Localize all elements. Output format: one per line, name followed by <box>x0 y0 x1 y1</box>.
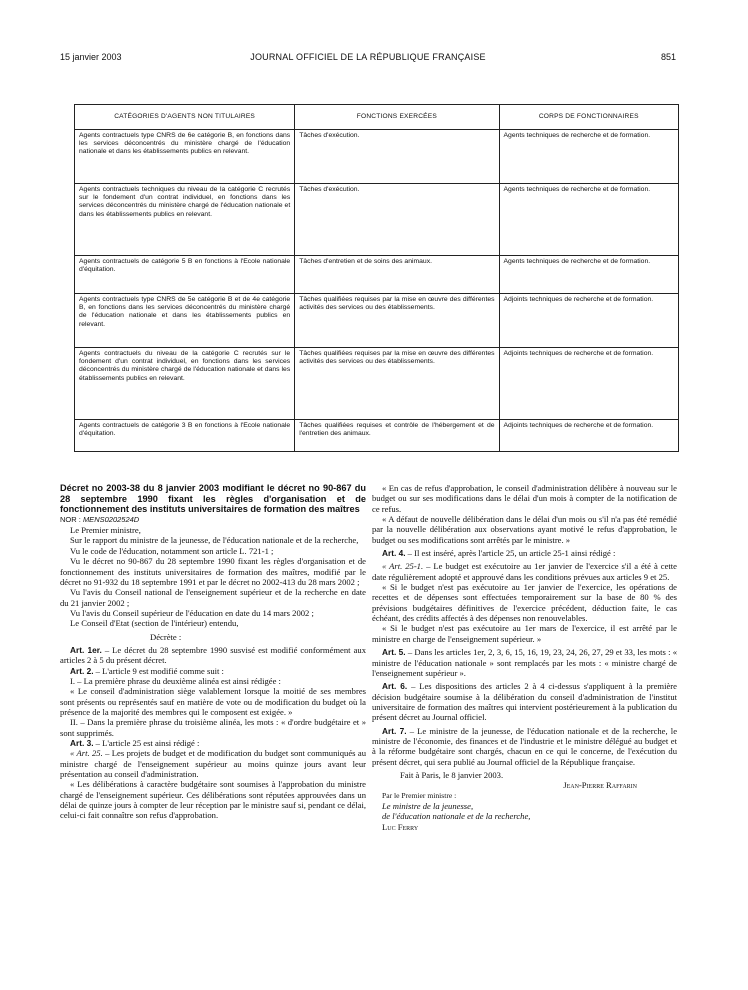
article-paragraph: « Les délibérations à caractère budgétaire sont soumises à l'approbation du ministre chargé de l'enseignement supérieur. Ces délibérations sont réputées approuvées dans un délai de quinze jours à compter de leur réception par le ministre sauf si, pendant ce délai, celui-ci fait connaître son refus d'approbation. <box>60 779 366 821</box>
article-paragraph: « Si le budget n'est pas exécutoire au 1er mars de l'exercice, il est arrêté par le ministre en charge de l'enseignement supérieur. » <box>372 623 677 644</box>
table-row <box>75 130 679 184</box>
page-number: 851 <box>660 52 676 62</box>
article-text: – Les dispositions des articles 2 à 4 ci-dessus s'appliquent à la première décision budgétaire soumise à la délibération du conseil d'administration de l'institut universitaire de formation des maîtres qui intervient postérieurement à la publication du présent décret au Journal officiel. <box>372 681 677 723</box>
table-cell: Adjoints techniques de recherche et de formation. <box>499 420 678 452</box>
table-cell: Agents techniques de recherche et de formation. <box>499 130 678 184</box>
table-cell: Tâches d'entretien et de soins des animaux. <box>295 256 499 294</box>
preamble-paragraph: Sur le rapport du ministre de la jeunesse, de l'éducation nationale et de la recherche, <box>70 535 359 546</box>
table-cell: Agents contractuels de catégorie 3 B en fonctions à l'Ecole nationale d'équitation. <box>75 420 295 452</box>
table-cell: Tâches qualifiées requises par la mise en œuvre des différentes activités des services ou des établissements. <box>295 348 499 420</box>
article-4 <box>372 548 677 558</box>
table-cell: Tâches qualifiées requises et contrôle de l'hébergement et de l'entretien des animaux. <box>295 420 499 452</box>
article-text: – Le décret du 28 septembre 1990 susvisé est modifié conformément aux articles 2 à 5 du présent décret. <box>60 644 366 666</box>
article-label: Art. 7. <box>382 725 407 736</box>
nor-code: MENS0202524D <box>82 514 140 524</box>
minister-role: Le ministre de la jeunesse, <box>382 800 474 811</box>
page-header <box>60 52 676 66</box>
article-label: Art. 4. <box>382 548 406 559</box>
article-paragraph: « Le conseil d'administration siège valablement lorsque la moitié de ses membres sont présents ou représentés sauf en matière de vote ou de modification du budget où la présence de la majorité des membres qui le composent est exigée. » <box>60 686 366 717</box>
article-5 <box>372 647 677 678</box>
table-cell: Agents contractuels techniques du niveau de la catégorie C recrutés sur le fondement d'un contrat individuel, en fonctions dans les services déconcentrés du ministère chargé de l'éducation nationale et dans les établissements publics en relevant. <box>75 184 295 256</box>
table-row <box>75 420 679 452</box>
fait-line: Fait à Paris, le 8 janvier 2003. <box>400 769 504 780</box>
article-3 <box>60 738 366 748</box>
article-text: – Il est inséré, après l'article 25, un article 25-1 ainsi rédigé : <box>407 548 616 559</box>
table-row <box>75 348 679 420</box>
preamble-paragraph: Vu l'avis du Conseil supérieur de l'éducation en date du 14 mars 2002 ; <box>70 607 314 618</box>
signature-prime-minister: Jean-Pierre Raffarin <box>563 780 637 791</box>
table-cell: Adjoints techniques de recherche et de formation. <box>499 294 678 348</box>
article-text: – L'article 25 est ainsi rédigé : <box>95 738 200 748</box>
table-cell: Tâches d'exécution. <box>295 130 499 184</box>
article-label: Art. 1er. <box>70 644 102 655</box>
decrete-line: Décrète : <box>150 631 182 642</box>
column-header: FONCTIONS EXERCÉES <box>295 105 499 130</box>
header-title: JOURNAL OFFICIEL DE LA RÉPUBLIQUE FRANÇAISE <box>250 52 486 62</box>
article-paragraph: II. – Dans la première phrase du troisième alinéa, les mots : « d'ordre budgétaire et » sont supprimés. <box>60 717 366 738</box>
table-cell: Agents contractuels de catégorie 5 B en fonctions à l'Ecole nationale d'équitation. <box>75 256 295 294</box>
header-date: 15 janvier 2003 <box>60 52 122 62</box>
table-cell: Agents contractuels type CNRS de 6e catégorie B, en fonctions dans les services déconcentrés du ministère chargé de l'éducation nationale et dans les établissements publics en relevant. <box>75 130 295 184</box>
article-paragraph: « A défaut de nouvelle délibération dans le délai d'un mois ou s'il n'a pas été remédié par la nouvelle délibération aux observations ayant motivé le refus d'approbation, le budget ou ses modifications sont arrêtés par le ministre. » <box>372 514 677 545</box>
article-2 <box>60 666 366 676</box>
right-column <box>372 483 677 832</box>
table-cell: Agents techniques de recherche et de formation. <box>499 256 678 294</box>
article-1 <box>60 645 366 666</box>
minister-role: de l'éducation nationale et de la recherche, <box>382 811 531 822</box>
column-header: CORPS DE FONCTIONNAIRES <box>499 105 678 130</box>
article-paragraph: « En cas de refus d'approbation, le conseil d'administration délibère à nouveau sur le budget ou sur ses modifications dans le délai d'un mois à compter de la notification de ce refus. <box>372 483 677 514</box>
table-cell: Agents contractuels type CNRS de 5e catégorie B et de 4e catégorie B, en fonctions dans les services déconcentrés du ministère chargé de l'éducation nationale et dans les établissements publics en relevant. <box>75 294 295 348</box>
article-paragraph <box>372 561 677 582</box>
article-paragraph <box>60 748 366 779</box>
preamble-paragraph: Vu le décret no 90-867 du 28 septembre 1990 fixant les règles d'organisation et de fonctionnement des instituts universitaires de formation des maîtres, modifié par le décret no 91-932 du 18 septembre 1991 et par le décret no 2002-413 du 28 mars 2002 ; <box>60 556 366 587</box>
article-text: – Le budget est exécutoire au 1er janvier de l'exercice s'il a été à cette date régulièrement adopté et approuvé dans les conditions prévues aux articles 9 et 25. <box>372 561 677 582</box>
article-text: – Le ministre de la jeunesse, de l'éducation nationale et de la recherche, le ministre de l'économie, des finances et de l'industrie et le ministre délégué au budget et à la réforme budgétaire sont chargés, chacun en ce qui le concerne, de l'exécution du présent décret, qui sera publié au Journal officiel de la République française. <box>372 725 678 767</box>
article-text: – Dans les articles 1er, 2, 3, 6, 15, 16, 19, 23, 24, 26, 27, 29 et 33, les mots : « ministre de l'éducation nationale » sont remplacés par les mots : « ministre chargé de l'enseignement supérieur ». <box>372 647 677 678</box>
nor-line <box>60 515 366 525</box>
column-header: CATÉGORIES D'AGENTS NON TITULAIRES <box>75 105 295 130</box>
article-label: Art. 2. <box>70 665 94 676</box>
table-cell: Tâches d'exécution. <box>295 184 499 256</box>
signature-minister: Luc Ferry <box>382 821 419 832</box>
preamble-paragraph: Vu le code de l'éducation, notamment son article L. 721-1 ; <box>70 545 274 556</box>
table-row <box>75 184 679 256</box>
agents-table <box>74 104 679 452</box>
nor-label: NOR : <box>60 514 81 524</box>
article-text: – L'article 9 est modifié comme suit : <box>95 665 224 676</box>
preamble-paragraph: Le Premier ministre, <box>70 525 141 536</box>
article-paragraph: « Si le budget n'est pas exécutoire au 1er janvier de l'exercice, les opérations de recettes et de dépenses sont effectuées temporairement sur la base de 80 % des prévisions budgétaires définitives de l'exercice précédent, déduction faite, le cas échéant, des crédits affectés à des dépenses non renouvelables. <box>372 582 677 624</box>
article-text: – Les projets de budget et de modification du budget sont communiqués au ministre chargé de l'enseignement supérieur au moins quinze jours avant leur présentation au conseil d'administration. <box>60 748 366 780</box>
table-row <box>75 294 679 348</box>
table-cell: Tâches qualifiées requises par la mise en œuvre des différentes activités des services ou des établissements. <box>295 294 499 348</box>
left-column <box>60 483 366 821</box>
article-label: Art. 3. <box>70 738 94 748</box>
table-cell: Agents techniques de recherche et de formation. <box>499 184 678 256</box>
quoted-article-label: « Art. 25. <box>70 748 103 759</box>
article-label: Art. 6. <box>382 681 408 692</box>
decree-title: Décret no 2003-38 du 8 janvier 2003 modifiant le décret no 90-867 du 28 septembre 1990 fixant les règles d'organisation et de fonctionnement des instituts universitaires de formation des maîtres <box>60 483 366 515</box>
quoted-article-label: « Art. 25-1. <box>382 561 424 572</box>
article-label: Art. 5. <box>382 647 406 658</box>
table-cell: Agents contractuels du niveau de la catégorie C recrutés sur le fondement d'un contrat individuel, en fonctions dans les services déconcentrés du ministère chargé de l'éducation nationale et dans les établissements publics en relevant. <box>75 348 295 420</box>
preamble-paragraph: Le Conseil d'Etat (section de l'intérieur) entendu, <box>70 618 239 629</box>
preamble-paragraph: Vu l'avis du Conseil national de l'enseignement supérieur et de la recherche en date du 21 janvier 2002 ; <box>60 587 366 608</box>
article-7 <box>372 726 677 767</box>
article-6 <box>372 681 677 722</box>
table-cell: Adjoints techniques de recherche et de formation. <box>499 348 678 420</box>
article-paragraph: I. – La première phrase du deuxième alinéa est ainsi rédigée : <box>70 675 281 686</box>
table-row <box>75 256 679 294</box>
table-header-row <box>75 105 679 130</box>
par-line: Par le Premier ministre : <box>382 790 457 800</box>
